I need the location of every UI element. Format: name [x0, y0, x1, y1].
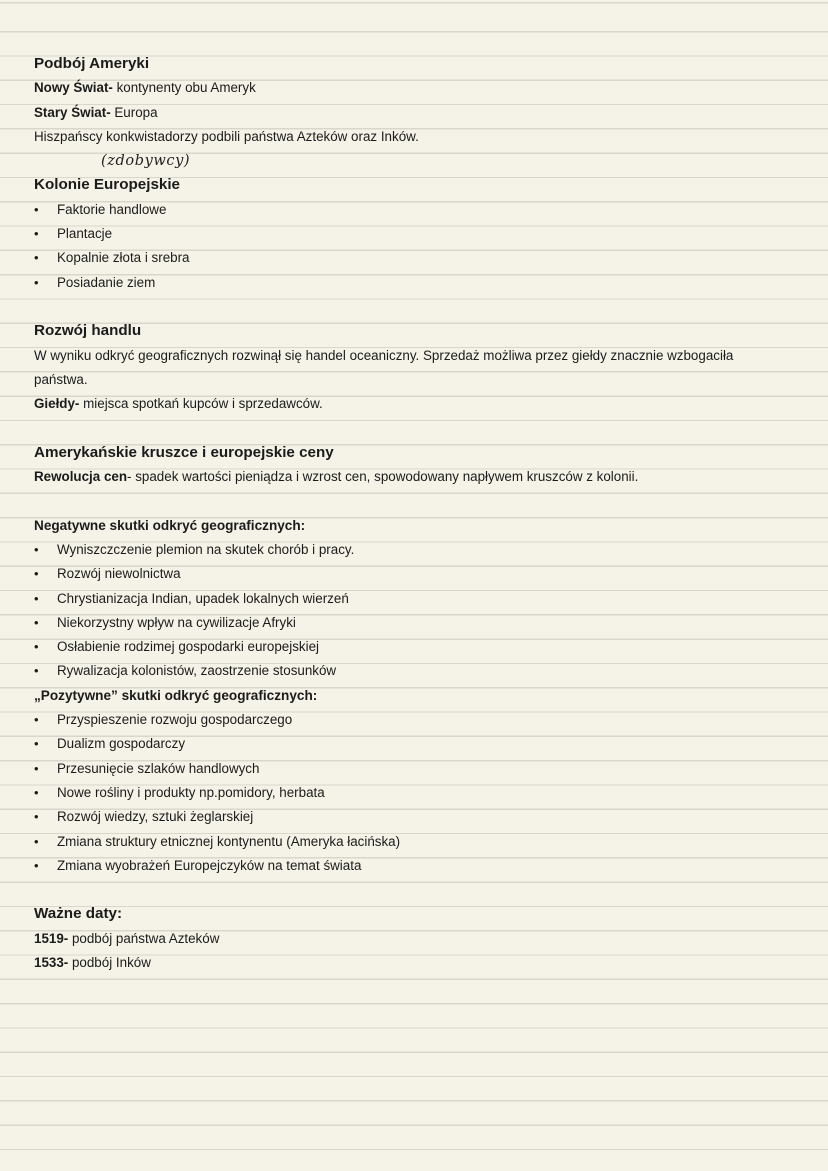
definition-old-world: [34, 101, 794, 125]
bullet-icon: •: [34, 541, 39, 557]
handwritten-note: (zdobywcy): [101, 153, 191, 170]
notes-page: [34, 52, 794, 975]
term-old-world: Stary Świat-: [34, 104, 111, 120]
bullet-icon: •: [34, 736, 39, 752]
bullet-icon: •: [34, 614, 39, 630]
def-exchange: miejsca spotkań kupców i sprzedawców.: [79, 396, 323, 412]
list-item: • Kopalnie złota i srebra: [34, 246, 794, 270]
bullet-icon: •: [34, 663, 39, 679]
spacer: [34, 878, 794, 902]
list-item: • Niekorzystny wpływ na cywilizacje Afryki: [34, 611, 794, 635]
list-item: • Osłabienie rodzimej gospodarki europejskiej: [34, 635, 794, 659]
date-year: 1533-: [34, 954, 69, 970]
list-item: • Chrystianizacja Indian, upadek lokalnych wierzeń: [34, 587, 794, 611]
bullet-icon: •: [34, 833, 39, 849]
section-title-dates: Ważne daty:: [34, 905, 123, 923]
list-item: • Rywalizacja kolonistów, zaostrzenie stosunków: [34, 659, 794, 683]
section-title-colonies: Kolonie Europejskie: [34, 176, 181, 194]
bullet-icon: •: [34, 590, 39, 606]
trade-paragraph-line-2: państwa.: [34, 371, 88, 387]
bullet-icon: •: [34, 857, 39, 873]
list-item: • Dualizm gospodarczy: [34, 732, 794, 756]
def-old-world: Europa: [110, 104, 158, 120]
date-year: 1519-: [34, 930, 69, 946]
list-item: • Zmiana struktury etnicznej kontynentu (Ameryka łacińska): [34, 830, 794, 854]
section-title-negative: Negatywne skutki odkryć geograficznych:: [34, 517, 306, 533]
def-price-revolution: - spadek wartości pieniądza i wzrost cen, spowodowany napływem kruszców z kolonii.: [127, 469, 639, 485]
list-item: • Wyniszczczenie plemion na skutek chorób i pracy.: [34, 538, 794, 562]
section-title-positive: „Pozytywne” skutki odkryć geograficznych:: [34, 687, 318, 703]
bullet-icon: •: [34, 639, 39, 655]
bullet-icon: •: [34, 809, 39, 825]
section-title-prices: Amerykańskie kruszce i europejskie ceny: [34, 443, 334, 461]
list-item: • Przesunięcie szlaków handlowych: [34, 757, 794, 781]
term-price-revolution: Rewolucja cen: [34, 469, 128, 485]
list-item: • Zmiana wyobrażeń Europejczyków na temat świata: [34, 854, 794, 878]
date-entry: [34, 951, 794, 975]
list-item: • Rozwój niewolnictwa: [34, 562, 794, 586]
definition-new-world: [34, 76, 794, 100]
bullet-icon: •: [34, 250, 39, 266]
bullet-icon: •: [34, 712, 39, 728]
date-event: podbój Inków: [68, 954, 151, 970]
definition-price-revolution: [34, 465, 794, 489]
list-item: • Przyspieszenie rozwoju gospodarczego: [34, 708, 794, 732]
list-item: • Nowe rośliny i produkty np.pomidory, herbata: [34, 781, 794, 805]
list-item: • Faktorie handlowe: [34, 198, 794, 222]
section-title-trade: Rozwój handlu: [34, 322, 142, 340]
definition-exchange: [34, 392, 794, 416]
date-entry: [34, 927, 794, 951]
list-item: • Posiadanie ziem: [34, 271, 794, 295]
term-new-world: Nowy Świat-: [34, 80, 113, 96]
bullet-icon: •: [34, 226, 39, 242]
spacer: [34, 416, 794, 440]
bullet-icon: •: [34, 201, 39, 217]
spacer: [34, 295, 794, 319]
conquest-sentence: Hiszpańscy konkwistadorzy podbili państwa Azteków oraz Inków.: [34, 128, 419, 144]
term-exchange: Giełdy-: [34, 396, 80, 412]
bullet-icon: •: [34, 784, 39, 800]
spacer: [34, 489, 794, 513]
list-item: • Rozwój wiedzy, sztuki żeglarskiej: [34, 805, 794, 829]
bullet-icon: •: [34, 274, 39, 290]
section-title-conquest: Podbój Ameryki: [34, 55, 150, 72]
def-new-world: kontynenty obu Ameryk: [112, 80, 256, 96]
date-event: podbój państwa Azteków: [68, 930, 220, 946]
list-item: • Plantacje: [34, 222, 794, 246]
bullet-icon: •: [34, 566, 39, 582]
trade-paragraph-line-1: W wyniku odkryć geograficznych rozwinął się handel oceaniczny. Sprzedaż możliwa przez giełdy znacznie wzbogaciła: [34, 347, 734, 363]
bullet-icon: •: [34, 760, 39, 776]
